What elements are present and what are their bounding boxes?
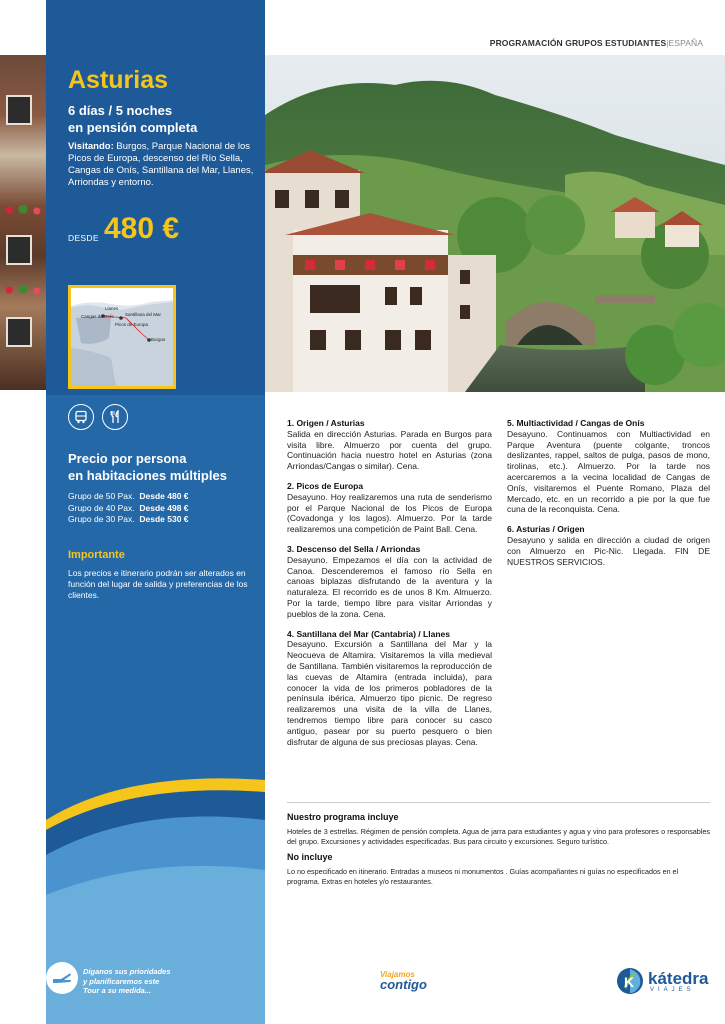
header-separator: | [666,38,669,48]
important-title: Importante [68,549,125,561]
itinerary-day [287,544,492,620]
map-label-burgos: Burgos [151,337,166,342]
day-title: 5. Multiactividad / Cangas de Onís [507,418,645,428]
katedra-logo-icon [616,965,644,997]
duration-text [68,102,258,136]
day-title: 6. Asturias / Origen [507,524,585,535]
katedra-logo [616,965,708,997]
price-value: 480 € [104,212,180,245]
day-title: 4. Santillana del Mar (Cantabria) / Llanes [287,628,450,639]
not-included-text: Lo no especificado en itinerario. Entradas a museos ni monumentos . Guías acompañantes ni guías no especificados en el programa. Extras en hoteles y/o restaurantes. [287,867,679,886]
visit-text [68,141,260,189]
group-price: Desde 530 € [139,514,189,524]
map-label-santillana: Santillana del Mar [125,312,162,317]
group-price: Desde 498 € [139,502,189,513]
itinerary-day [287,629,492,748]
header-title: PROGRAMACIÓN GRUPOS ESTUDIANTES [489,38,667,48]
slogan-line-2: y planificaremos este [83,976,160,986]
day-text: Desayuno. Excursión a Santillana del Mar y la Neocueva de Altamira. Visitaremos la villa medieval de Santillana. También visitaremos la reproducción de las cuevas de Altamira (entrada incluida), para conocer la vida de los primeros pobladores de la península ibérica. Almuerzo tipo picnic. De regreso realizaremos una visita de la villa de Llanes, tendremos tiempo libre para conocer su casco antiguo, pasear por su puerto pesquero o bien disfrutar de alguna de sus preciosas playas. Cena. [287,639,492,747]
important-text: Los precios e itinerario podrán ser alterados en función del lugar de salida y preferencias de los clientes. [68,568,248,600]
slogan-line-1: Díganos sus prioridades [83,967,171,976]
brand-name: kátedra [648,968,709,988]
day-text: Desayuno. Continuamos con Multiactividad en Parque Aventura (puente colgante, troncos deslizantes, rappel, saltos de pulga, pasos de mono, tirolinas, etc.). Almuerzo. Por la tarde nos acercaremos a la vecina localidad de Cangas de Onís, visitaremos el Puente Romano, Plaza del Mercado, etc. en un recorrido a pie por la que fue cuna de la reconquista. Cena. [507,428,710,515]
itinerary-day [287,418,492,472]
slogan-line-3: Tour a su medida... [83,986,152,995]
map-svg [71,288,173,386]
includes-text: Hoteles de 3 estrellas. Régimen de pensión completa. Agua de jarra para estudiantes y agua y vino para profesores o responsables del grupo. Excursiones y actividades especificadas. Bus para circuito y excursiones. Seguro turístico. [287,827,710,846]
day-title: 2. Picos de Europa [287,480,364,491]
group-price: Desde 480 € [139,491,189,501]
tagline-top: Viajamos [380,970,415,979]
cutlery-icon [102,404,128,430]
group-label: Grupo de 50 Pax. [68,491,135,501]
group-prices [68,491,189,526]
per-person-title [68,450,263,484]
group-price-row [68,503,189,515]
group-label: Grupo de 40 Pax. [68,502,135,513]
route-map [68,285,176,389]
bus-icon [68,404,94,430]
day-text: Desayuno. Empezamos el día con la actividad de Canoa. Descenderemos el famoso río Sella en canoas biplazas disfrutando de la aventura y la naturaleza. El recorrido es de unos 8 Km. Almuerzo. Por la tarde, tiempo libre para visitar Arriondas y pueblos de la zona. Cena. [287,554,492,619]
per-person-title-line-2: en habitaciones múltiples [68,468,227,483]
group-label: Grupo de 30 Pax. [68,514,135,524]
itinerary-day [287,481,492,535]
tagline-bottom: contigo [380,977,427,992]
visit-label: Visitando: [68,141,114,152]
day-title: 3. Descenso del Sella / Arriondas [287,543,421,554]
group-price-row [68,514,189,526]
duration-line-1: 6 días / 5 noches [68,103,173,118]
per-person-title-line-1: Precio por persona [68,451,187,466]
sidebar [46,0,265,1024]
not-included-title: No incluye [287,852,333,862]
visit-places: Burgos, Parque Nacional de los Picos de Europa, descenso del Río Sella, Cangas de Onís, Santillana del Mar, Llanes, Arriondas y entorno. [68,141,254,188]
itinerary-day [507,524,710,567]
group-price-row [68,491,189,503]
map-label-cangas: Cangas de Onís [81,314,114,319]
duration-line-2: en pensión completa [68,120,198,135]
top-header [490,38,703,48]
map-label-picos: Picos de Europa [115,322,149,327]
footer-tagline [380,970,427,992]
itinerary-column-right [507,418,710,576]
brand-sub: VIAJES [650,986,695,993]
itinerary-column-left [287,418,492,756]
svg-text:K: K [624,974,635,990]
day-title: 1. Origen / Asturias [287,418,365,428]
service-icons [68,404,128,430]
destination-title: Asturias [68,66,169,94]
section-divider [287,802,710,803]
day-text: Desayuno. Hoy realizaremos una ruta de senderismo por el Parque Nacional de los Picos de Europa (Covadonga y los lagos). Almuerzo. Por la tarde realizaremos una competición de Paint Ball. Cena. [287,491,492,535]
price-prefix: DESDE [68,233,99,243]
map-label-llanes: Llanes [105,306,119,311]
hand-icon [46,962,78,994]
slogan [83,967,203,996]
left-building-photo [0,55,46,390]
main-village-photo [265,55,725,392]
day-text: Desayuno y salida en dirección a ciudad de origen con Almuerzo en Pic-Nic. Llegada. FIN DE NUESTROS SERVICIOS. [507,534,710,567]
includes-title: Nuestro programa incluye [287,812,399,822]
header-country: ESPAÑA [668,38,703,48]
day-text: Salida en dirección Asturias. Parada en Burgos para visita libre. Almuerzo por cuenta del grupo. Continuación hacia nuestro hotel en Asturias (zona Arriondas/Cangas o similar). Cena. [287,428,492,472]
itinerary-day [507,418,710,515]
